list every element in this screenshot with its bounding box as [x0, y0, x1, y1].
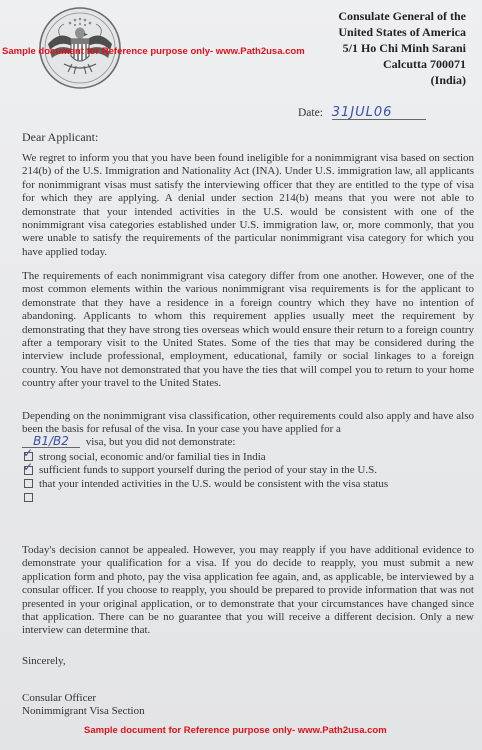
- checkmark-icon: ✓: [23, 446, 34, 461]
- address-line: Calcutta 700071: [383, 57, 466, 71]
- watermark-top: Sample document for Reference purpose only- www.Path2usa.com: [2, 46, 305, 57]
- paragraph-appeal: Today's decision cannot be appealed. However, you may reapply if you have additional evidence to demonstrate your qualification for a visa. If you do decide to reapply, you must submit a new application form and photo, pay the visa application fee again, and, as applicable, be interviewed by a consular officer. If you choose to reapply, you should be prepared to provide information that was not presented in your original application, or to demonstrate that your circumstances have changed since that application. There can be no guarantee that you will receive a different decision. Only a new interview can determine that.: [22, 544, 474, 637]
- date-label: Date:: [298, 107, 323, 119]
- checkbox: [23, 459, 34, 475]
- date-value-handwritten: 31JUL06: [332, 106, 426, 120]
- address-line: Consulate General of the: [338, 9, 466, 23]
- closing: Sincerely,: [22, 655, 66, 667]
- visa-type-handwritten: B1/B2: [22, 436, 80, 448]
- checklist-label: strong social, economic and/or familial ties in India: [39, 450, 266, 463]
- signature-title: Consular Officer: [22, 692, 97, 704]
- paragraph-ineligibility: We regret to inform you that you have been found ineligible for a nonimmigrant visa based on section 214(b) of the U.S. Immigration and Nationality Act (INA). Under U.S. immigration law, all applicants for nonimmigrant visas must satisfy the interviewing officer that they are entitled to the type of visa for which they are applying. A denial under section 214(b) means that you were not able to demonstrate that your intended activities in the U.S. would be consistent with one of the nonimmigrant visa categories established under U.S. immigration law, or, more commonly, that you were unable to satisfy the requirements of the particular nonimmigrant visa category for which you have applied today.: [22, 152, 474, 258]
- checklist-item: [23, 459, 388, 478]
- address-line: United States of America: [338, 25, 466, 39]
- visa-type-line: [22, 436, 235, 448]
- paragraph-requirements: The requirements of each nonimmigrant visa category differ from one another. However, one of the most common elements within the various nonimmigrant visa requirements is for the applicant to demonstrate that they have a residence in a foreign country which they have no intention of abandoning. Applicants to whom this requirement applies usually meet the requirement by demonstrating that they have strong ties overseas which would ensure their return to a foreign country after a temporary visit to the United States. Some of the ties that may be considered during the interview include professional, employment, educational, family or social linkages to a foreign country. You have not demonstrated that you have the ties that will compel you to return to your home country after your travel to the United States.: [22, 270, 474, 390]
- paragraph-classification: Depending on the nonimmigrant visa classification, other requirements could also apply and have also been the basis for refusal of the visa. In your case you have applied for a: [22, 410, 474, 436]
- consulate-address: [338, 8, 466, 88]
- checklist-item: [24, 491, 388, 505]
- salutation: Dear Applicant:: [22, 130, 99, 144]
- checklist-item: [23, 446, 388, 464]
- checkbox: [24, 493, 33, 502]
- checklist-label: sufficient funds to support yourself during the period of your stay in the U.S.: [39, 464, 377, 477]
- signature-block: [22, 692, 145, 718]
- refusal-checklist: [23, 446, 389, 504]
- checkbox: [24, 479, 33, 488]
- date-row: [298, 106, 426, 120]
- checkmark-icon: ✓: [23, 459, 34, 474]
- checklist-item: [24, 477, 388, 491]
- visa-type-suffix: visa, but you did not demonstrate:: [85, 436, 236, 448]
- watermark-bottom: Sample document for Reference purpose only- www.Path2usa.com: [84, 725, 387, 736]
- signature-section: Nonimmigrant Visa Section: [22, 705, 145, 717]
- checklist-label: that your intended activities in the U.S. would be consistent with the visa status: [39, 477, 389, 490]
- address-line: 5/1 Ho Chi Minh Sarani: [342, 41, 466, 55]
- address-line: (India): [430, 73, 466, 87]
